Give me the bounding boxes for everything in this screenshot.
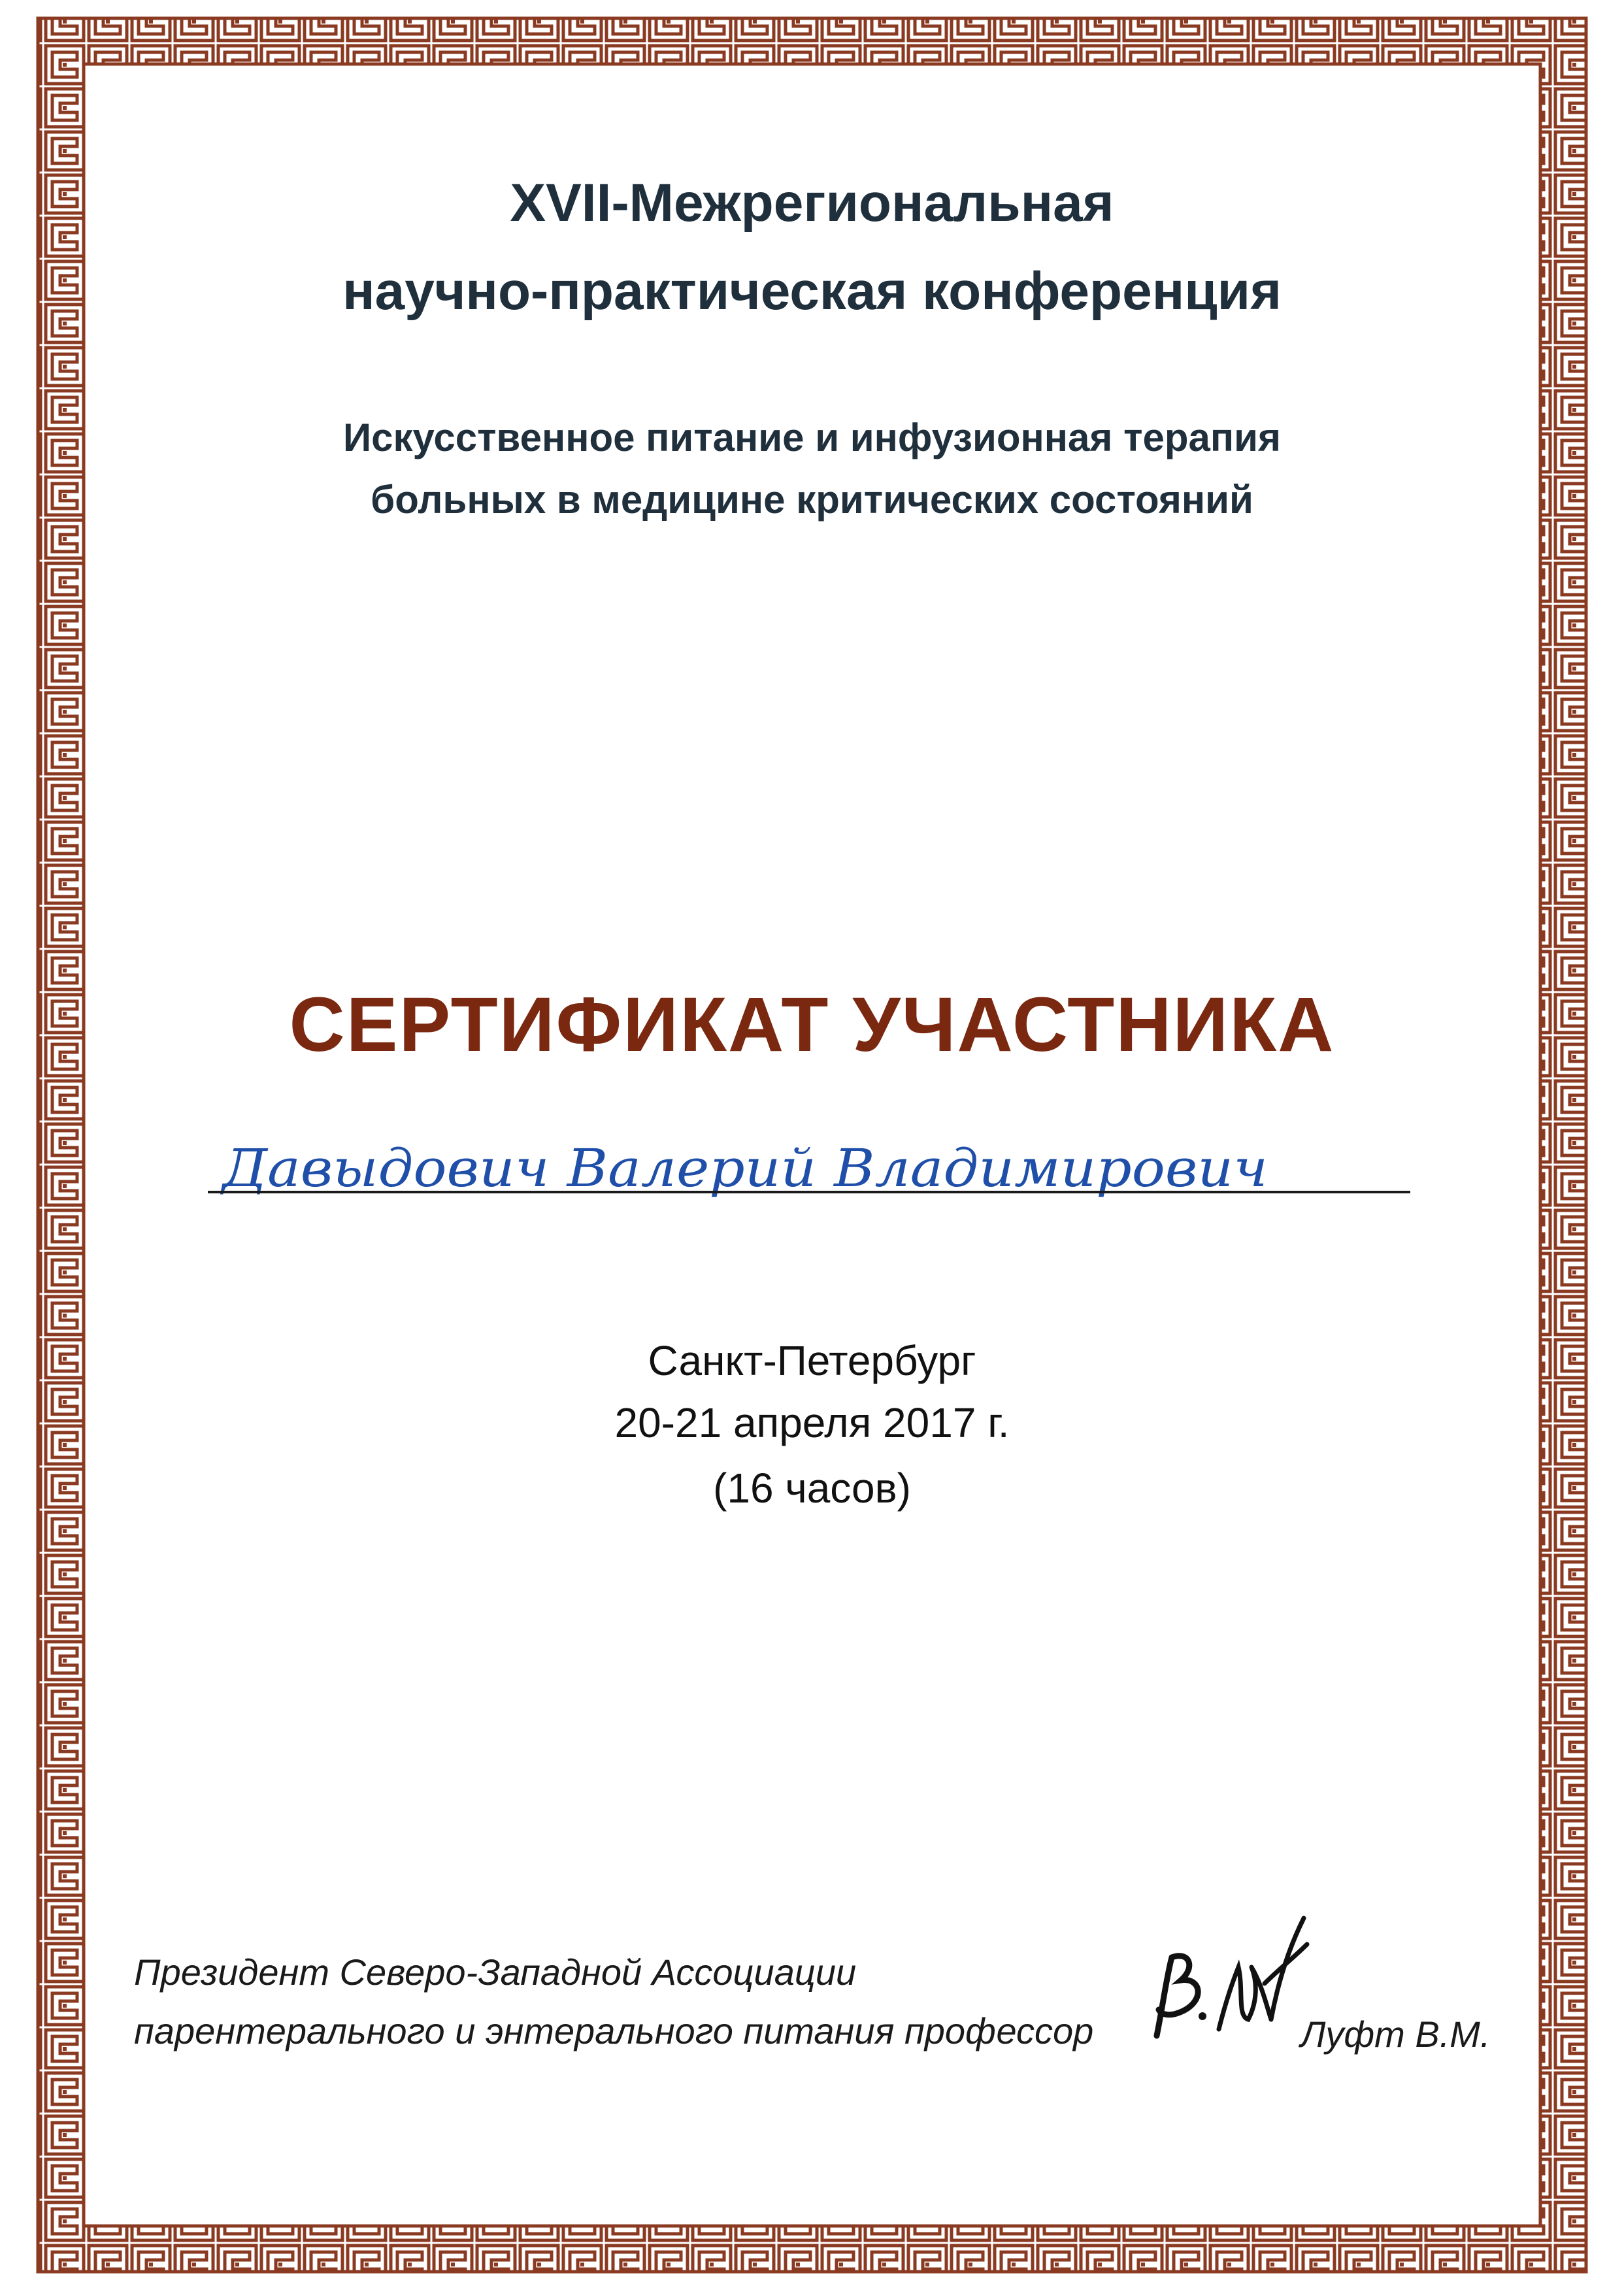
event-city: Санкт-Петербург: [648, 1337, 976, 1384]
conference-topic-line1: Искусственное питание и инфузионная терапия: [343, 416, 1281, 459]
signer-position-line2: парентерального и энтерального питания профессор: [134, 2010, 1094, 2051]
signature-icon: [1140, 1905, 1310, 2049]
conference-title-line2: научно-практическая конференция: [342, 261, 1282, 321]
event-dates: 20-21 апреля 2017 г.: [614, 1399, 1010, 1446]
participant-name: Давыдович Валерий Владимирович: [220, 1138, 1268, 1199]
certificate-title: СЕРТИФИКАТ УЧАСТНИКА: [289, 982, 1335, 1068]
name-underline: [208, 1191, 1410, 1193]
conference-topic-line2: больных в медицине критических состояний: [371, 478, 1253, 522]
event-hours: (16 часов): [713, 1465, 911, 1512]
participant-name-handwriting: [216, 1121, 1327, 1212]
conference-title-line1: XVII-Межрегиональная: [510, 173, 1114, 233]
signer-name: Луфт В.М.: [1301, 2014, 1491, 2055]
signer-position-line1: Президент Северо-Западной Ассоциации: [134, 1951, 857, 1993]
